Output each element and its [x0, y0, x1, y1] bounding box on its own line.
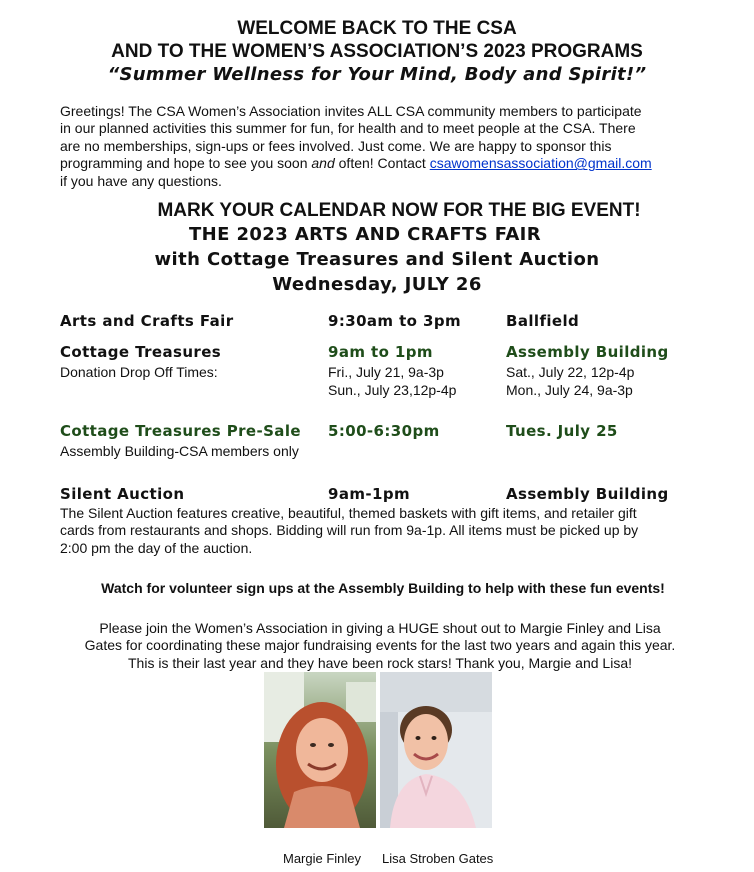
- event-date-presale: Tues. July 25: [506, 422, 618, 440]
- fair-subtitle: with Cottage Treasures and Silent Auction: [154, 249, 600, 270]
- intro-line: in our planned activities this summer for fun, for health and to meet people at the CSA. There: [60, 120, 636, 137]
- intro-paragraph: [60, 103, 700, 190]
- caption-margie: Margie Finley: [283, 851, 362, 866]
- event-name-presale: Cottage Treasures Pre-Sale: [60, 422, 301, 440]
- intro-emphasis: and: [311, 155, 335, 172]
- presale-note: Assembly Building-CSA members only: [60, 443, 299, 459]
- event-name-arts: Arts and Crafts Fair: [60, 312, 234, 330]
- title-line-1: WELCOME BACK TO THE CSA: [237, 18, 517, 39]
- drop-off-time: Fri., July 21, 9a-3p: [328, 364, 444, 380]
- drop-off-time: Sat., July 22, 12p-4p: [506, 364, 635, 380]
- thanks-line: Gates for coordinating these major fundraising events for the last two years and again this year.: [84, 637, 676, 654]
- intro-line: are no memberships, sign-ups or fees involved. Just come. We are happy to sponsor this: [60, 137, 612, 154]
- event-place-auction: Assembly Building: [506, 485, 669, 503]
- event-place-cottage: Assembly Building: [506, 343, 669, 361]
- thanks-line: Please join the Women’s Association in giving a HUGE shout out to Margie Finley and Lisa: [99, 620, 661, 636]
- event-place-arts: Ballfield: [506, 312, 580, 330]
- mark-calendar-heading: MARK YOUR CALENDAR NOW FOR THE BIG EVENT!: [157, 200, 641, 221]
- tagline: “Summer Wellness for Your Mind, Body and Spirit!”: [107, 64, 647, 85]
- photo-lisa-stroben-gates: [380, 672, 492, 828]
- intro-text: programming and hope to see you soon: [60, 155, 312, 172]
- event-time-presale: 5:00-6:30pm: [328, 422, 440, 440]
- event-time-arts: 9:30am to 3pm: [328, 312, 461, 330]
- intro-line: [60, 155, 700, 172]
- drop-off-time: Mon., July 24, 9a-3p: [506, 382, 633, 398]
- thanks-line: This is their last year and they have been rock stars! Thank you, Margie and Lisa!: [128, 654, 632, 671]
- intro-line: if you have any questions.: [60, 172, 222, 189]
- event-name-cottage: Cottage Treasures: [60, 343, 222, 361]
- auction-desc-line: cards from restaurants and shops. Bidding will run from 9a-1p. All items must be picked up by: [60, 522, 639, 539]
- intro-line: Greetings! The CSA Women’s Association invites ALL CSA community members to participate: [60, 103, 642, 119]
- auction-description: [60, 505, 700, 557]
- drop-off-time: Sun., July 23,12p-4p: [328, 382, 457, 398]
- volunteer-note: Watch for volunteer sign ups at the Assembly Building to help with these fun events!: [101, 580, 665, 596]
- caption-lisa: Lisa Stroben Gates: [382, 851, 494, 866]
- auction-desc-line: 2:00 pm the day of the auction.: [60, 539, 253, 556]
- thanks-paragraph: [60, 620, 700, 672]
- drop-off-times-right: [506, 363, 634, 399]
- photo-margie-finley: [264, 672, 376, 828]
- event-name-auction: Silent Auction: [60, 485, 185, 503]
- intro-text: often! Contact: [334, 155, 430, 172]
- drop-off-label: Donation Drop Off Times:: [60, 364, 218, 380]
- event-time-auction: 9am-1pm: [328, 485, 411, 503]
- fair-title: THE 2023 ARTS AND CRAFTS FAIR: [188, 224, 542, 245]
- fair-date: Wednesday, JULY 26: [272, 274, 482, 295]
- auction-desc-line: The Silent Auction features creative, beautiful, themed baskets with gift items, and retailer gift: [60, 505, 637, 521]
- event-time-cottage: 9am to 1pm: [328, 343, 433, 361]
- drop-off-times-left: [328, 363, 456, 399]
- title-line-2: AND TO THE WOMEN’S ASSOCIATION’S 2023 PROGRAMS: [111, 41, 643, 62]
- email-link[interactable]: csawomensassociation@gmail.com: [429, 155, 652, 172]
